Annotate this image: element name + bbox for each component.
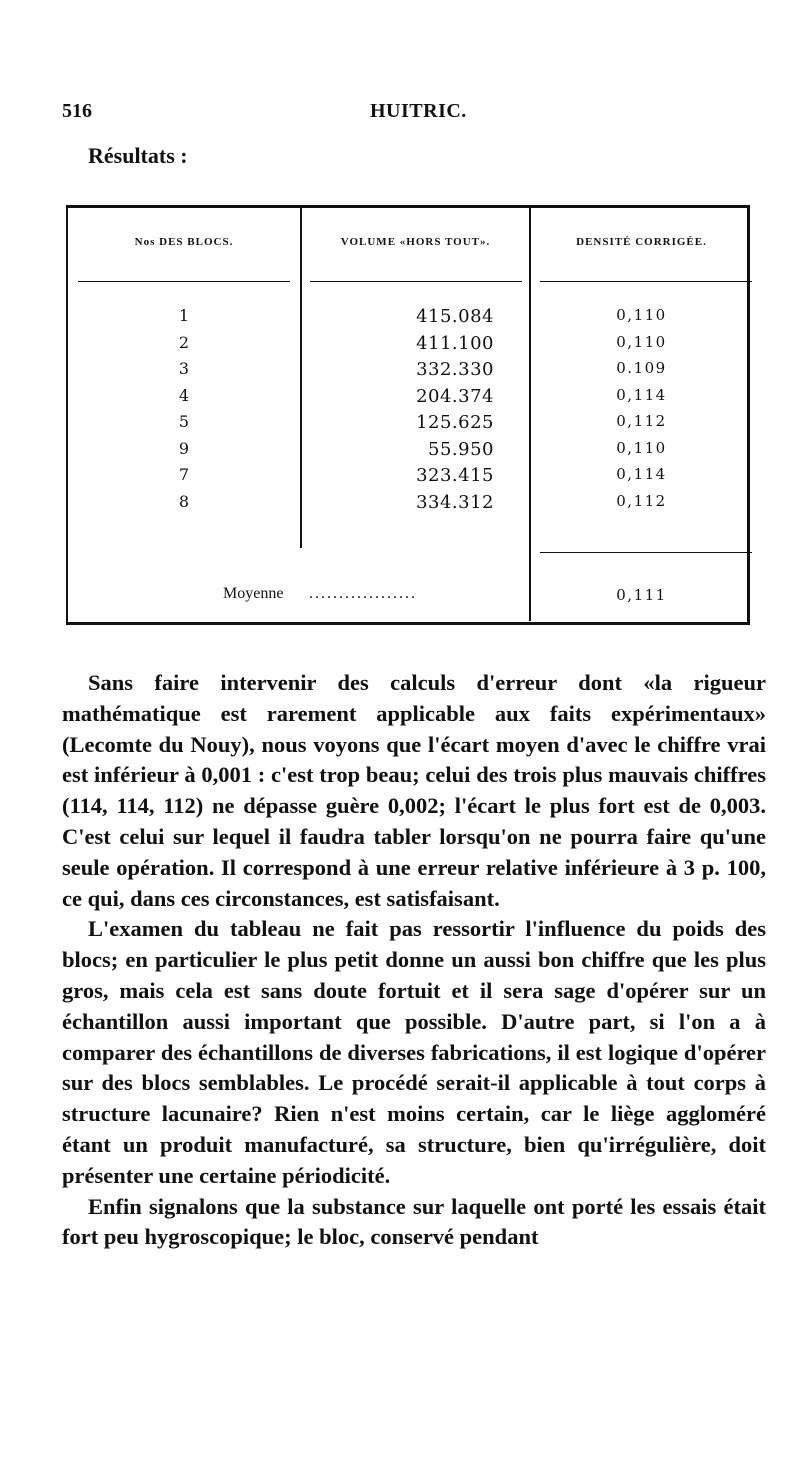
table-row [68, 439, 752, 466]
column-header-blocs: Nos DES BLOCS. [134, 236, 234, 248]
header-rule [310, 281, 522, 282]
paragraph: Sans faire intervenir des calculs d'erreur dont «la rigueur mathématique est rarement applicable aux faits expérimentaux» (Lecomte du Nouy), nous voyons que l'écart moyen d'avec le chiffre vrai est inférieur à 0,001 : c'est trop beau; celui des trois plus mauvais chiffres (114, 114, 112) ne dépasse guère 0,002; l'écart le plus fort est de 0,003. C'est celui sur lequel il faudra tabler lorsqu'on ne pourra faire qu'une seule opération. Il correspond à une erreur relative inférieure à 3 p. 100, ce qui, dans ces circonstances, est satisfaisant. [62, 670, 766, 911]
paragraph: Enfin signalons que la substance sur laquelle ont porté les essais était fort peu hygroscopique; le bloc, conservé pendant [62, 1193, 766, 1250]
table-row [68, 412, 752, 439]
column-header-volume: VOLUME «HORS TOUT». [340, 236, 491, 248]
density-value: 0,110 [616, 306, 667, 324]
volume-value: 204.374 [416, 385, 494, 407]
mean-leader-dots: .................. [309, 585, 417, 602]
bloc-number: 1 [178, 306, 190, 325]
column-header-densite: DENSITÉ CORRIGÉE. [576, 236, 707, 248]
bloc-number: 7 [178, 465, 190, 484]
mean-value: 0,111 [616, 586, 667, 604]
running-title: HUITRIC. [370, 100, 467, 122]
table-row [68, 492, 752, 519]
density-value: 0.109 [616, 359, 667, 377]
table-row [68, 359, 752, 386]
density-value: 0,112 [616, 491, 667, 510]
header-rule [540, 281, 752, 282]
body-text [62, 668, 766, 1253]
bloc-number: 2 [178, 332, 190, 352]
bloc-number: 3 [178, 359, 190, 378]
bloc-number: 4 [178, 385, 190, 405]
density-value: 0,112 [616, 412, 667, 430]
volume-value: 332.330 [416, 359, 494, 380]
density-value: 0,110 [616, 332, 667, 351]
mean-label: Moyenne [223, 585, 284, 602]
section-heading: Résultats : [88, 143, 188, 168]
volume-value: 415.084 [416, 306, 494, 327]
volume-value: 323.415 [416, 465, 494, 486]
bloc-number: 5 [178, 412, 190, 431]
bloc-number: 9 [178, 438, 190, 458]
volume-value: 411.100 [416, 332, 494, 354]
bloc-number: 8 [178, 491, 190, 511]
results-table [66, 205, 750, 625]
header-rule [78, 281, 290, 282]
density-value: 0,110 [616, 438, 667, 457]
table-body [68, 306, 752, 518]
density-value: 0,114 [616, 385, 667, 404]
density-value: 0,114 [616, 465, 667, 483]
table-row [68, 333, 752, 360]
table-row [68, 386, 752, 413]
volume-value: 334.312 [416, 491, 494, 513]
table-row [68, 465, 752, 492]
table-row [68, 306, 752, 333]
mean-rule [540, 552, 752, 553]
volume-value: 55.950 [428, 438, 494, 460]
paragraph: L'examen du tableau ne fait pas ressortir l'influence du poids des blocs; en particulier le plus petit donne un aussi bon chiffre que les plus gros, mais cela est sans doute fortuit et il sera sage d'opérer sur un échantillon aussi important que possible. D'autre part, si l'on a à comparer des échantillons de diverses fabrications, il est logique d'opérer sur des blocs semblables. Le procédé serait-il applicable à tout corps à structure lacunaire? Rien n'est moins certain, car le liège aggloméré étant un produit manufacturé, sa structure, bien qu'irrégulière, doit présenter une certaine périodicité. [62, 916, 766, 1188]
page-number: 516 [62, 100, 92, 122]
volume-value: 125.625 [416, 412, 494, 433]
